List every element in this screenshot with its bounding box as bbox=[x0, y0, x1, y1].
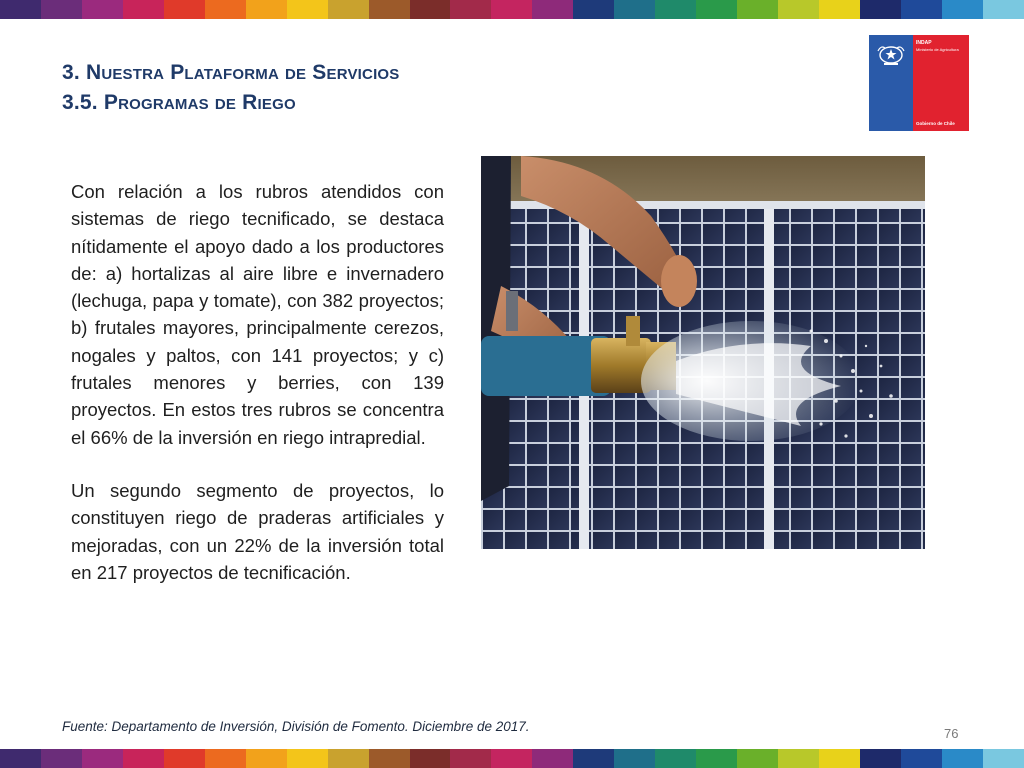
stripe-segment bbox=[696, 749, 737, 768]
stripe-segment bbox=[0, 0, 41, 19]
stripe-segment bbox=[901, 749, 942, 768]
stripe-segment bbox=[614, 0, 655, 19]
stripe-segment bbox=[205, 0, 246, 19]
stripe-segment bbox=[655, 0, 696, 19]
title-line-2: 3.5. Programas de Riego bbox=[62, 91, 296, 114]
stripe-segment bbox=[369, 749, 410, 768]
paragraph-2: Un segundo segmento de proyectos, lo constituyen riego de praderas artificiales y mejoradas, con un 22% de la inversión total en 217 proyectos de tecnificación. bbox=[71, 479, 444, 583]
stripe-segment bbox=[450, 0, 491, 19]
stripe-segment bbox=[655, 749, 696, 768]
logo-org-text: INDAP bbox=[916, 40, 932, 46]
top-color-stripe bbox=[0, 0, 1024, 19]
stripe-segment bbox=[123, 0, 164, 19]
title-line-1: 3. Nuestra Plataforma de Servicios bbox=[62, 61, 400, 84]
logo-blue-panel bbox=[869, 35, 913, 131]
stripe-segment bbox=[778, 0, 819, 19]
stripe-segment bbox=[450, 749, 491, 768]
stripe-segment bbox=[778, 749, 819, 768]
solar-panel-water-image bbox=[481, 156, 925, 549]
stripe-segment bbox=[328, 749, 369, 768]
stripe-segment bbox=[737, 749, 778, 768]
stripe-segment bbox=[860, 749, 901, 768]
stripe-segment bbox=[410, 0, 451, 19]
page-number: 76 bbox=[944, 726, 959, 741]
stripe-segment bbox=[491, 749, 532, 768]
stripe-segment bbox=[328, 0, 369, 19]
stripe-segment bbox=[123, 749, 164, 768]
logo-government-text: Gobierno de Chile bbox=[916, 121, 955, 126]
bottom-color-stripe bbox=[0, 749, 1024, 768]
stripe-segment bbox=[819, 749, 860, 768]
stripe-segment bbox=[532, 0, 573, 19]
stripe-segment bbox=[41, 749, 82, 768]
logo-red-panel bbox=[913, 35, 969, 131]
chile-seal-icon bbox=[875, 41, 907, 67]
stripe-segment bbox=[0, 749, 41, 768]
stripe-segment bbox=[532, 749, 573, 768]
stripe-segment bbox=[410, 749, 451, 768]
stripe-segment bbox=[369, 0, 410, 19]
stripe-segment bbox=[942, 749, 983, 768]
stripe-segment bbox=[287, 0, 328, 19]
stripe-segment bbox=[82, 0, 123, 19]
stripe-segment bbox=[942, 0, 983, 19]
stripe-segment bbox=[164, 0, 205, 19]
stripe-segment bbox=[41, 0, 82, 19]
page-title bbox=[62, 58, 400, 118]
irrigation-photo bbox=[481, 156, 925, 549]
stripe-segment bbox=[696, 0, 737, 19]
paragraph-1: Con relación a los rubros atendidos con sistemas de riego tecnificado, se destaca nítidamente el apoyo dado a los productores de: a) hortalizas al aire libre e invernadero (lechuga, papa y tomate), con 382 proyectos; b) frutales mayores, principalmente cerezos, nogales y paltos, con 141 proyectos; y c) frutales menores y berries, con 139 proyectos. En estos tres rubros se concentra el 66% de la inversión en riego intrapredial. bbox=[71, 181, 444, 448]
stripe-segment bbox=[246, 0, 287, 19]
stripe-segment bbox=[287, 749, 328, 768]
stripe-segment bbox=[205, 749, 246, 768]
stripe-segment bbox=[573, 749, 614, 768]
stripe-segment bbox=[573, 0, 614, 19]
indap-logo bbox=[869, 35, 969, 131]
body-text bbox=[71, 178, 444, 612]
source-note: Fuente: Departamento de Inversión, División de Fomento. Diciembre de 2017. bbox=[62, 719, 530, 734]
stripe-segment bbox=[983, 749, 1024, 768]
stripe-segment bbox=[164, 749, 205, 768]
stripe-segment bbox=[737, 0, 778, 19]
stripe-segment bbox=[491, 0, 532, 19]
stripe-segment bbox=[246, 749, 287, 768]
stripe-segment bbox=[82, 749, 123, 768]
stripe-segment bbox=[983, 0, 1024, 19]
stripe-segment bbox=[860, 0, 901, 19]
logo-ministry-text: Ministerio de Agricultura bbox=[916, 47, 959, 52]
stripe-segment bbox=[901, 0, 942, 19]
stripe-segment bbox=[614, 749, 655, 768]
stripe-segment bbox=[819, 0, 860, 19]
